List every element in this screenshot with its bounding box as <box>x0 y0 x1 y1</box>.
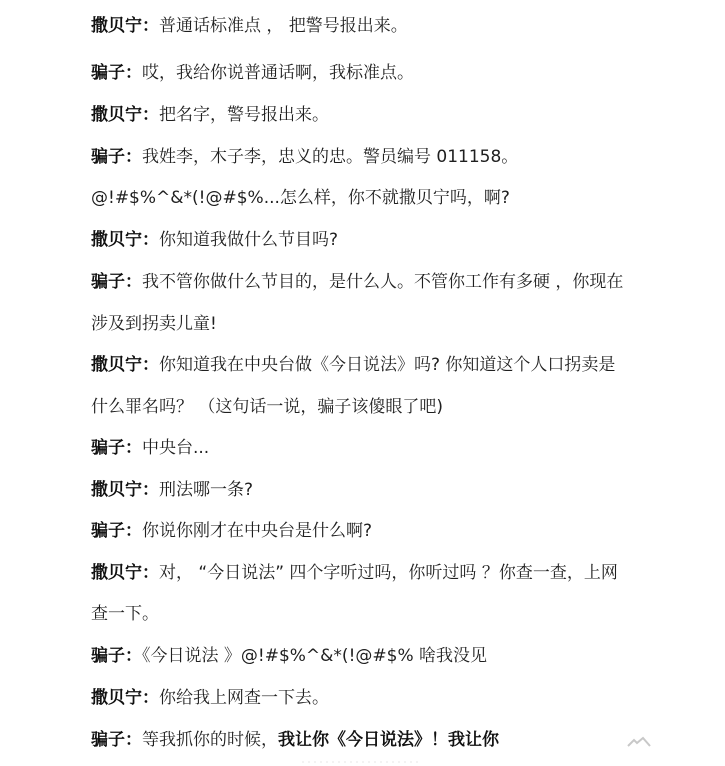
line-text: 等我抓你的时候， <box>142 730 278 750</box>
dialogue-line <box>91 561 653 585</box>
dialogue-line <box>91 145 653 169</box>
line-text: 把名字，警号报出来。 <box>159 105 329 125</box>
dialogue-line-last <box>91 728 509 752</box>
dialogue-line <box>91 312 653 336</box>
dialogue-line <box>91 186 653 210</box>
speaker-label: 撒贝宁： <box>91 16 159 36</box>
line-text: 什么罪名吗？ （这句话一说，骗子该傻眼了吧) <box>91 397 444 417</box>
dialogue-line <box>91 395 653 419</box>
dialogue-line <box>91 353 653 377</box>
line-text: @!#$%^&*(!@#$%...怎么样，你不就撒贝宁吗，啊? <box>91 188 510 208</box>
line-text: 查一下。 <box>91 604 159 624</box>
speaker-label: 撒贝宁： <box>91 563 159 583</box>
line-text: 我不管你做什么节目的，是什么人。不管你工作有多硬 ，你现在 <box>142 272 624 292</box>
dialogue-line <box>91 436 653 460</box>
dialogue-line <box>91 519 653 543</box>
speaker-label: 骗子： <box>91 646 142 666</box>
watermark-icon <box>626 736 652 750</box>
speaker-label: 撒贝宁： <box>91 355 159 375</box>
dialogue-line <box>91 14 653 38</box>
speaker-label: 撒贝宁： <box>91 688 159 708</box>
speaker-label: 骗子： <box>91 521 142 541</box>
dialogue-line <box>91 686 653 710</box>
line-text: 你知道我在中央台做《今日说法》吗? 你知道这个人口拐卖是 <box>159 355 616 375</box>
dialogue-line <box>91 602 653 626</box>
speaker-label: 骗子： <box>91 63 142 83</box>
line-text: 对， “今日说法” 四个字听过吗，你听过吗 ？你查一查，上网 <box>159 563 618 583</box>
line-text: 中央台... <box>142 438 210 458</box>
speaker-label: 骗子： <box>91 272 142 292</box>
line-text: 你知道我做什么节目吗? <box>159 230 339 250</box>
line-text: 你说你刚才在中央台是什么啊? <box>142 521 373 541</box>
speaker-label: 骗子： <box>91 438 142 458</box>
speaker-label: 撒贝宁： <box>91 230 159 250</box>
dialogue-line <box>91 270 653 294</box>
line-text: 《今日说法 》@!#$%^&*(!@#$% 啥我没见 <box>142 646 487 666</box>
dialogue-line <box>91 61 653 85</box>
speaker-label: 骗子： <box>91 730 142 750</box>
line-text: 普通话标准点 ， 把警号报出来。 <box>159 16 408 36</box>
speaker-label: 撒贝宁： <box>91 480 159 500</box>
line-text: 刑法哪一条? <box>159 480 254 500</box>
speaker-label: 骗子： <box>91 147 142 167</box>
line-text: 我姓李，木子李，忠义的忠。警员编号 011158。 <box>142 147 519 167</box>
line-text: 哎，我给你说普通话啊，我标准点。 <box>142 63 414 83</box>
dialogue-line <box>91 644 511 668</box>
dialogue-line <box>91 228 653 252</box>
page-edge-dots <box>300 761 420 763</box>
line-text: 你给我上网查一下去。 <box>159 688 329 708</box>
bold-line-text: 我让你《今日说法》！我让你 <box>278 730 499 750</box>
dialogue-line <box>91 103 653 127</box>
speaker-label: 撒贝宁： <box>91 105 159 125</box>
line-text: 涉及到拐卖儿童! <box>91 314 217 334</box>
dialogue-line <box>91 478 653 502</box>
